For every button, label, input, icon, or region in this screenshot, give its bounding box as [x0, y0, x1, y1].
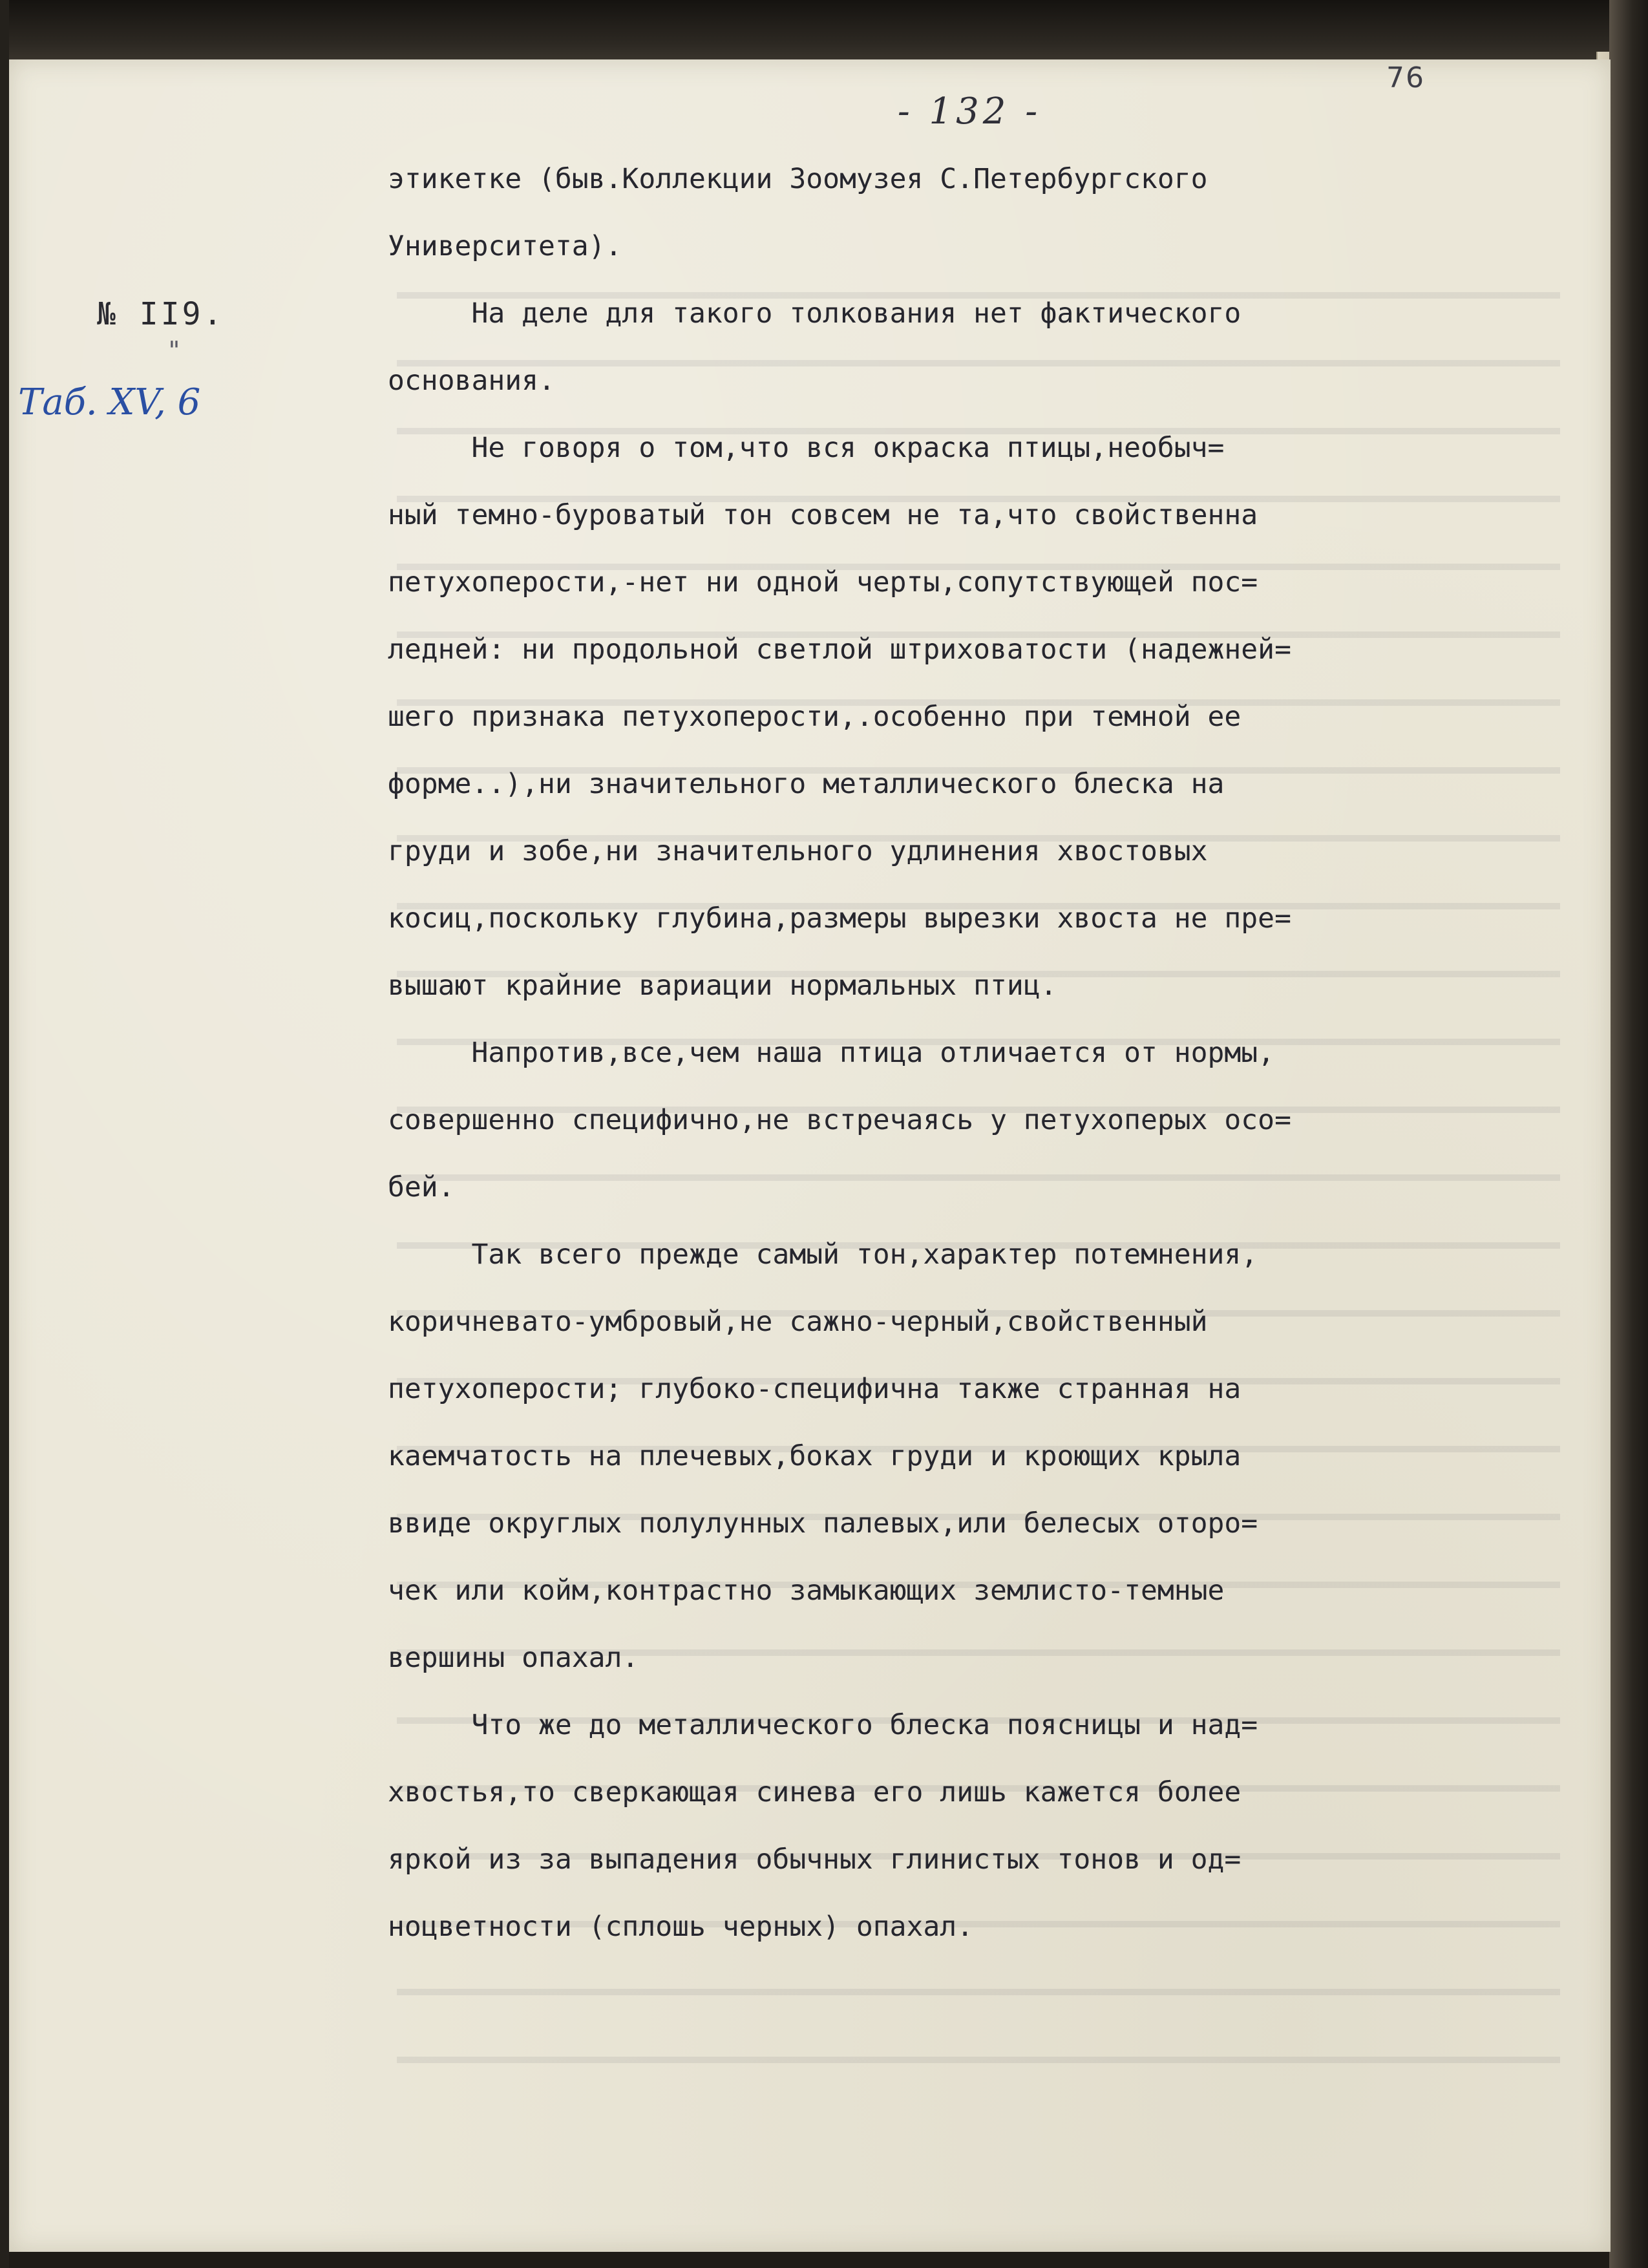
text-line: совершенно специфично,не встречаясь у петухоперых осо= — [388, 1104, 1291, 1136]
text-line: петухоперости; глубоко-специфична также странная на — [388, 1373, 1241, 1405]
text-line: Напротив,все,чем наша птица отличается от нормы, — [388, 1037, 1275, 1069]
text-line: косиц,поскольку глубина,размеры вырезки хвоста не пре= — [388, 902, 1291, 935]
text-line: форме..),ни значительного металлического блеска на — [388, 768, 1225, 800]
text-line: ледней: ни продольной светлой штриховатости (надежней= — [388, 633, 1291, 666]
handwritten-page-number: - 132 - — [897, 90, 1042, 132]
text-line: коричневато-умбровый,не сажно-черный,свойственный — [388, 1306, 1208, 1338]
text-line: Университета). — [388, 230, 622, 262]
text-line: Что же до металлического блеска поясницы и над= — [388, 1709, 1258, 1741]
text-line: На деле для такого толкования нет фактического — [388, 297, 1241, 330]
plate-reference-note: Таб. XV, 6 — [18, 381, 201, 423]
scan-background-right — [1609, 0, 1648, 2268]
text-line: груди и зобе,ни значительного удлинения хвостовых — [388, 835, 1208, 867]
text-line: Не говоря о том,что вся окраска птицы,необыч= — [388, 432, 1225, 464]
body-text — [388, 145, 1596, 1960]
scan-background-top — [0, 0, 1648, 61]
text-line: ноцветности (сплошь черных) опахал. — [388, 1911, 974, 1943]
text-line: хвостья,то сверкающая синева его лишь кажется более — [388, 1776, 1241, 1808]
ditto-mark: " — [167, 336, 182, 365]
text-line: этикетке (быв.Коллекции Зоомузея С.Петербургского — [388, 163, 1208, 195]
text-line: каемчатость на плечевых,боках груди и кроющих крыла — [388, 1440, 1241, 1472]
text-line: бей. — [388, 1171, 455, 1203]
text-line: яркой из за выпадения обычных глинистых тонов и од= — [388, 1843, 1241, 1876]
text-line: ный темно-буроватый тон совсем не та,что свойственна — [388, 499, 1258, 531]
archive-folio-number: 76 — [1386, 61, 1425, 94]
text-line: чек или койм,контрастно замыкающих землисто-темные — [388, 1574, 1225, 1607]
text-line: вышают крайние вариации нормальных птиц. — [388, 970, 1057, 1002]
text-line: петухоперости,-нет ни одной черты,сопутствующей пос= — [388, 566, 1258, 599]
specimen-entry-number: № II9. — [97, 296, 225, 332]
text-line: основания. — [388, 365, 555, 397]
scan-background-left — [0, 0, 9, 2268]
text-line: вершины опахал. — [388, 1642, 639, 1674]
text-line: шего признака петухоперости,.особенно при темной ее — [388, 701, 1241, 733]
text-line: ввиде округлых полулунных палевых,или белесых оторо= — [388, 1507, 1258, 1540]
text-line: Так всего прежде самый тон,характер потемнения, — [388, 1238, 1258, 1271]
